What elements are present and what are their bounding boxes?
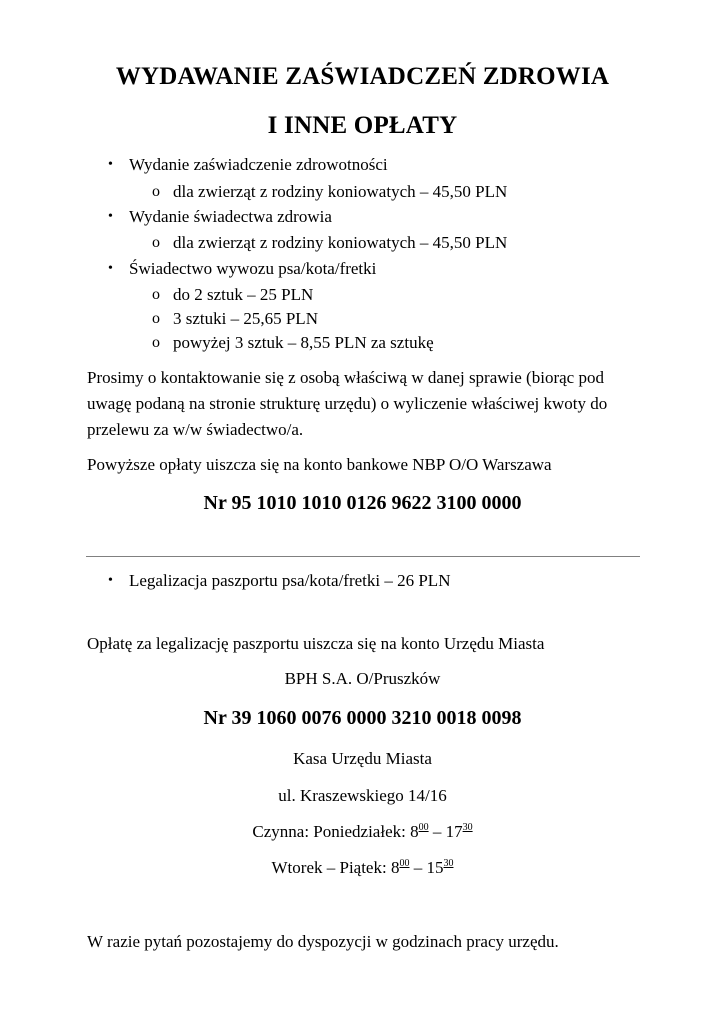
cashier-office: Kasa Urzędu Miasta (293, 749, 432, 768)
hours-text: Wtorek – Piątek: 8 (271, 858, 400, 877)
list-subitem-label: dla zwierząt z rodziny koniowatych – 45,50 PLN (173, 182, 508, 201)
hours-text: – 17 (428, 822, 463, 841)
bank-account-number-city: Nr 39 1060 0076 0000 3210 0018 0098 (203, 707, 522, 729)
hours-text: – 15 (409, 858, 444, 877)
hours-minutes: 00 (418, 822, 429, 833)
list-item-label: Świadectwo wywozu psa/kota/fretki (129, 259, 377, 278)
opening-hours-tue-fri (0, 857, 725, 879)
contact-paragraph: Prosimy o kontaktowanie się z osobą właściwą w danej sprawie (biorąc pod uwagę podaną na stronie strukturę urzędu) o wyliczenie właściwej kwoty do przelewu za w/w świadectwo/a. (87, 368, 608, 439)
document-title-line-2: I INNE OPŁATY (267, 112, 458, 139)
hours-text: Czynna: Poniedziałek: 8 (252, 822, 419, 841)
payment-info-paragraph: Powyższe opłaty uiszcza się na konto bankowe NBP O/O Warszawa (87, 455, 552, 474)
list-item-label: Wydanie zaświadczenie zdrowotności (129, 155, 388, 174)
section-divider (86, 556, 640, 557)
hours-minutes: 30 (462, 822, 473, 833)
circle-bullet-icon: o (152, 310, 160, 327)
circle-bullet-icon: o (152, 183, 160, 200)
bank-account-number-nbp: Nr 95 1010 1010 0126 9622 3100 0000 (203, 492, 522, 514)
office-address: ul. Kraszewskiego 14/16 (278, 786, 447, 805)
list-subitem-label: powyżej 3 sztuk – 8,55 PLN za sztukę (173, 333, 434, 352)
closing-paragraph: W razie pytań pozostajemy do dyspozycji w godzinach pracy urzędu. (87, 932, 559, 951)
hours-minutes: 30 (443, 858, 454, 869)
bullet-icon: • (108, 573, 113, 588)
circle-bullet-icon: o (152, 334, 160, 351)
circle-bullet-icon: o (152, 286, 160, 303)
legalization-payment-paragraph: Opłatę za legalizację paszportu uiszcza się na konto Urzędu Miasta (87, 634, 545, 653)
list-subitem-label: dla zwierząt z rodziny koniowatych – 45,50 PLN (173, 233, 508, 252)
circle-bullet-icon: o (152, 234, 160, 251)
bank-name: BPH S.A. O/Pruszków (284, 669, 441, 688)
list-subitem-label: 3 sztuki – 25,65 PLN (173, 309, 318, 328)
bullet-icon: • (108, 209, 113, 224)
document-title-line-1: WYDAWANIE ZAŚWIADCZEŃ ZDROWIA (115, 63, 610, 90)
list-subitem-label: do 2 sztuk – 25 PLN (173, 285, 314, 304)
bullet-icon: • (108, 261, 113, 276)
opening-hours-monday (0, 821, 725, 843)
list-item-label: Wydanie świadectwa zdrowia (129, 207, 332, 226)
bullet-icon: • (108, 157, 113, 172)
hours-minutes: 00 (399, 858, 410, 869)
list-item-label: Legalizacja paszportu psa/kota/fretki – 26 PLN (129, 571, 451, 590)
